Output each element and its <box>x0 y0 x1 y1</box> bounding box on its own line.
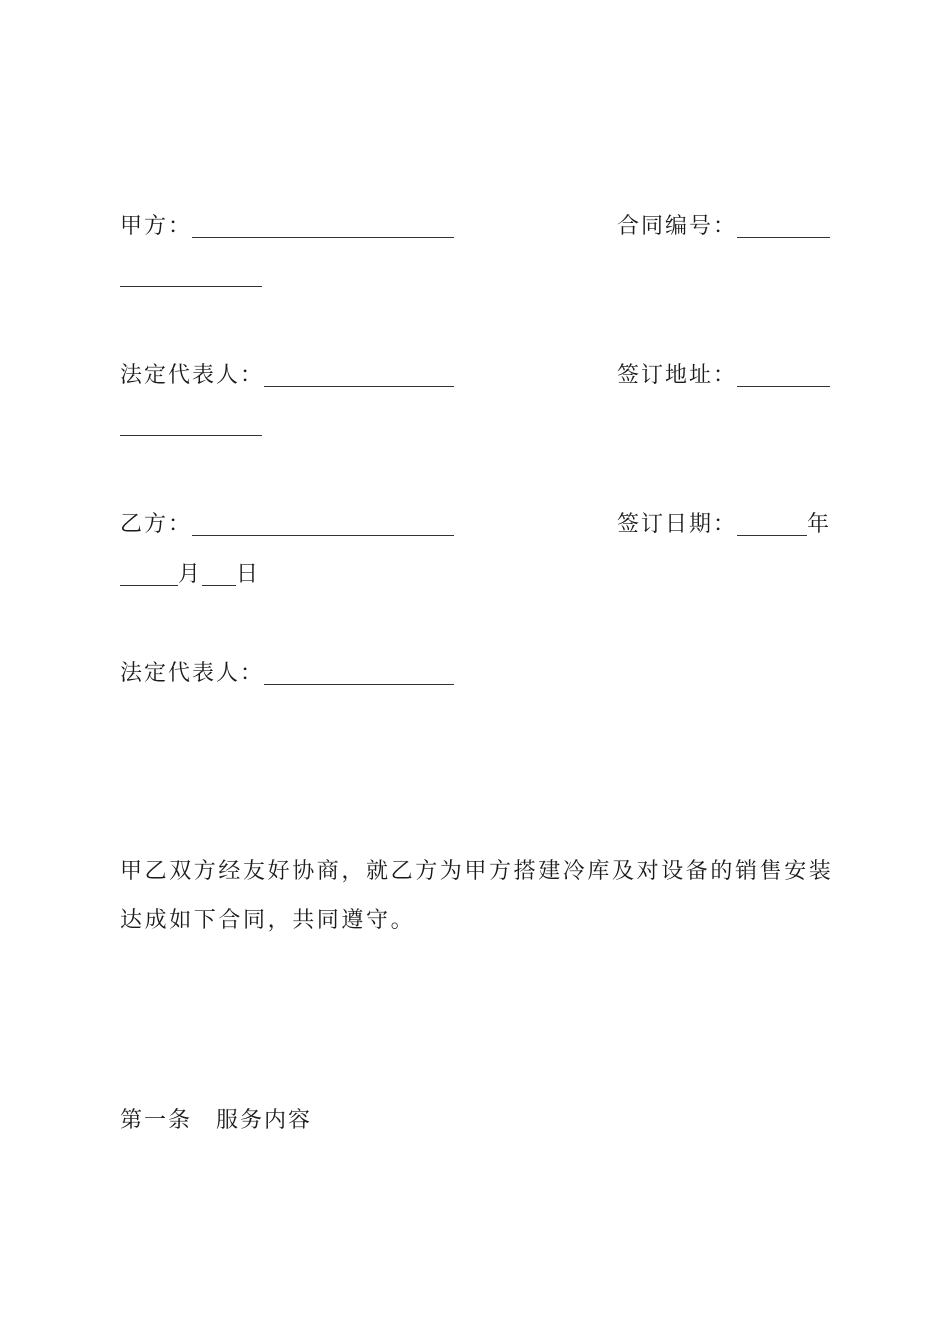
legal-rep-a-blank[interactable] <box>264 362 454 387</box>
party-b-label: 乙方： <box>120 512 193 537</box>
contract-no-row <box>617 212 830 242</box>
sign-place-blank-continued[interactable] <box>120 435 262 436</box>
legal-rep-a-label: 法定代表人： <box>120 363 265 388</box>
sign-year-blank[interactable] <box>737 511 807 536</box>
legal-rep-a-row <box>120 361 454 391</box>
party-a-blank[interactable] <box>192 213 454 238</box>
sign-place-row <box>617 361 830 391</box>
party-b-row <box>120 510 454 540</box>
legal-rep-b-row <box>120 659 454 689</box>
section-1-heading: 第一条 服务内容 <box>120 1108 313 1133</box>
intro-line-1: 甲乙双方经友好协商，就乙方为甲方搭建冷库及对设备的销售安装 <box>120 859 834 884</box>
contract-no-blank-continued[interactable] <box>120 286 262 287</box>
month-label: 月 <box>178 562 203 587</box>
contract-no-blank[interactable] <box>737 213 830 238</box>
contract-no-label: 合同编号： <box>617 214 738 239</box>
year-label: 年 <box>807 512 832 537</box>
intro-line-2: 达成如下合同，共同遵守。 <box>120 908 416 933</box>
legal-rep-b-blank[interactable] <box>264 660 454 685</box>
party-b-blank[interactable] <box>192 511 454 536</box>
sign-place-label: 签订地址： <box>617 363 738 388</box>
day-label: 日 <box>236 562 261 587</box>
sign-date-label: 签订日期： <box>617 512 738 537</box>
party-a-row <box>120 212 454 242</box>
sign-place-blank[interactable] <box>737 362 830 387</box>
sign-date-continued-row <box>120 560 260 590</box>
sign-date-row <box>617 510 831 540</box>
sign-day-blank[interactable] <box>202 561 236 586</box>
party-a-label: 甲方： <box>120 214 193 239</box>
sign-month-blank[interactable] <box>120 561 178 586</box>
legal-rep-b-label: 法定代表人： <box>120 661 265 686</box>
